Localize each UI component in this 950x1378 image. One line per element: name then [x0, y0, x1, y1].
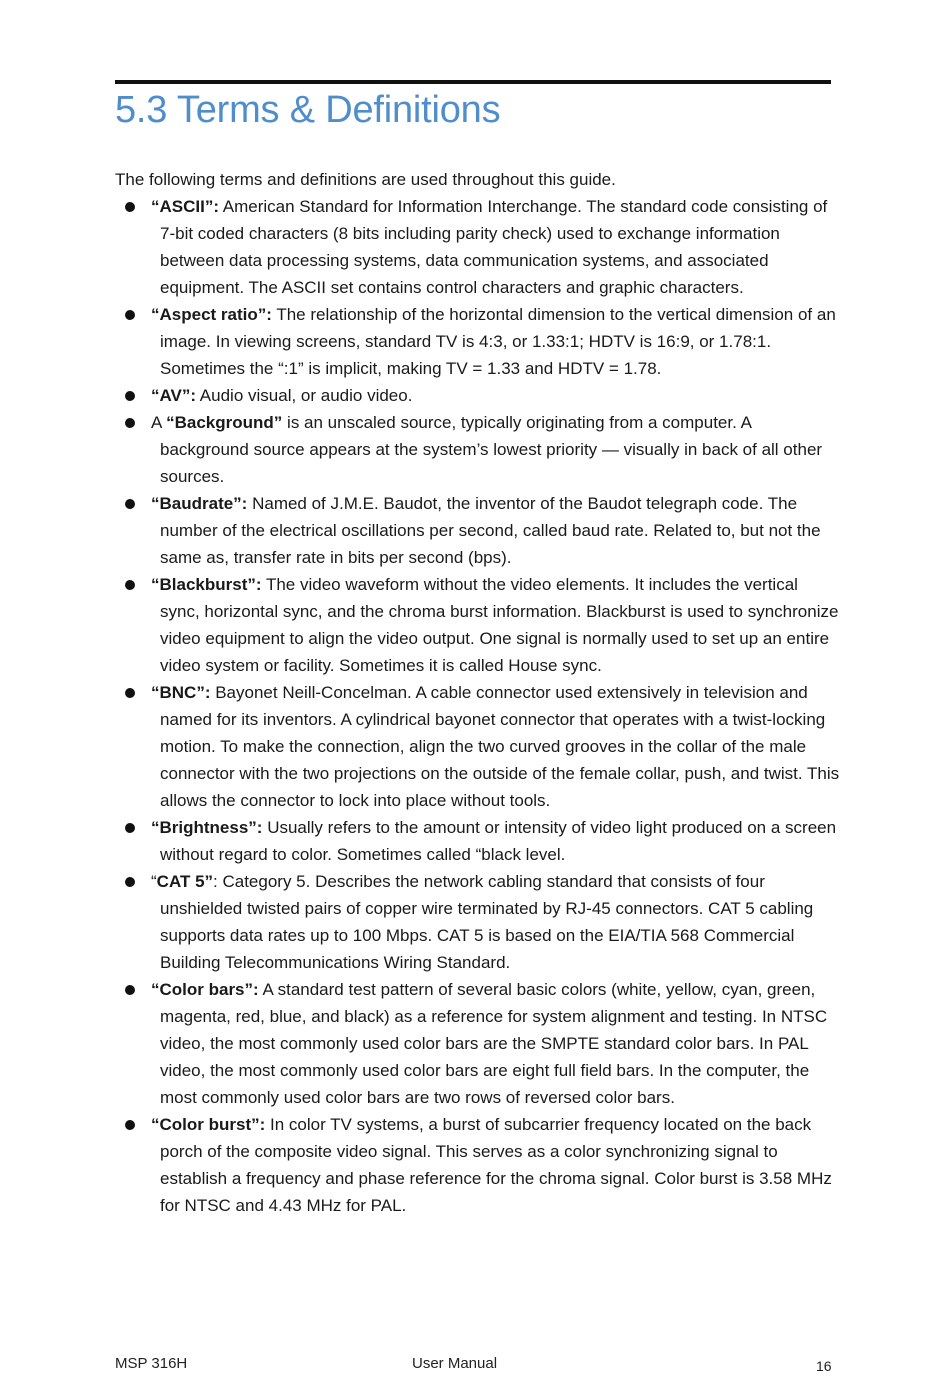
term-av — [115, 382, 840, 409]
term-definition: Usually refers to the amount or intensity of video light produced on a screen without regard to color. Sometimes called “black level. — [160, 818, 837, 864]
bullet-icon — [125, 391, 135, 401]
term-blackburst — [115, 571, 840, 679]
terms-list — [115, 193, 840, 1219]
term-name: “BNC”: — [151, 683, 211, 702]
bullet-icon — [125, 580, 135, 590]
term-name: CAT 5 — [156, 872, 205, 891]
term-color-burst — [115, 1111, 840, 1219]
term-name: “Color bars”: — [151, 980, 259, 999]
term-definition: : Category 5. Describes the network cabling standard that consists of four unshielded twisted pairs of copper wire terminated by RJ-45 connectors. CAT 5 cabling supports data rates up to 100 Mbps. CAT 5 is based on the EIA/TIA 568 Commercial Building Telecommunications Wiring Standard. — [160, 872, 814, 972]
title-rule — [115, 80, 831, 84]
term-name: “Blackburst”: — [151, 575, 262, 594]
intro-paragraph: The following terms and definitions are used throughout this guide. — [115, 170, 616, 189]
term-aspect-ratio — [115, 301, 840, 382]
bullet-icon — [125, 202, 135, 212]
term-name: “Background” — [166, 413, 283, 432]
bullet-icon — [125, 418, 135, 428]
term-definition: The relationship of the horizontal dimension to the vertical dimension of an image. In viewing screens, standard TV is 4:3, or 1.33:1; HDTV is 16:9, or 1.78:1. Sometimes the “:1” is implicit, making TV = 1.33 and HDTV = 1.78. — [160, 305, 836, 378]
bullet-icon — [125, 985, 135, 995]
term-name: “Color burst”: — [151, 1115, 266, 1134]
bullet-icon — [125, 877, 135, 887]
term-color-bars — [115, 976, 840, 1111]
term-definition: American Standard for Information Interchange. The standard code consisting of 7-bit coded characters (8 bits including parity check) used to exchange information between data processing systems, data communication systems, and associated equipment. The ASCII set contains control characters and graphic characters. — [160, 197, 828, 297]
term-bnc — [115, 679, 840, 814]
term-definition: A standard test pattern of several basic colors (white, yellow, cyan, green, magenta, red, blue, and black) as a reference for system alignment and testing. In NTSC video, the most commonly used color bars are the SMPTE standard color bars. In PAL video, the most commonly used color bars are eight full field bars. In the computer, the most commonly used color bars are two rows of reversed color bars. — [160, 980, 828, 1107]
bullet-icon — [125, 499, 135, 509]
term-definition: is an unscaled source, typically originating from a computer. A background source appears at the system’s lowest priority — visually in back of all other sources. — [160, 413, 823, 486]
bullet-icon — [125, 310, 135, 320]
term-name: “ASCII”: — [151, 197, 219, 216]
bullet-icon — [125, 823, 135, 833]
term-definition: Named of J.M.E. Baudot, the inventor of the Baudot telegraph code. The number of the electrical oscillations per second, called baud rate. Related to, but not the same as, transfer rate in bits per second (bps). — [160, 494, 821, 567]
term-definition: Bayonet Neill-Concelman. A cable connector used extensively in television and named for its inventors. A cylindrical bayonet connector that operates with a twist-locking motion. To make the connection, align the two curved grooves in the collar of the male connector with the two projections on the outside of the female collar, push, and twist. This allows the connector to lock into place without tools. — [160, 683, 840, 810]
term-name: “AV”: — [151, 386, 197, 405]
term-definition: In color TV systems, a burst of subcarrier frequency located on the back porch of the composite video signal. This serves as a color synchronizing signal to establish a frequency and phase reference for the chroma signal. Color burst is 3.58 MHz for NTSC and 4.43 MHz for PAL. — [160, 1115, 832, 1215]
term-background: A “Background” is an unscaled source, typically originating from a computer. A background source appears at the system’s lowest priority — visually in back of all other sources. — [115, 409, 840, 490]
term-name: “Baudrate”: — [151, 494, 248, 513]
footer-doc-title: User Manual — [412, 1355, 498, 1372]
term-name: “Aspect ratio”: — [151, 305, 272, 324]
page-title: 5.3 Terms & Definitions — [115, 89, 501, 131]
term-brightness — [115, 814, 840, 868]
bullet-icon — [125, 1120, 135, 1130]
term-name: “Brightness”: — [151, 818, 263, 837]
term-definition: Audio visual, or audio video. — [196, 386, 413, 405]
bullet-icon — [125, 688, 135, 698]
term-cat5: “CAT 5”: Category 5. Describes the network cabling standard that consists of four unshielded twisted pairs of copper wire terminated by RJ-45 connectors. CAT 5 cabling supports data rates up to 100 Mbps. CAT 5 is based on the EIA/TIA 568 Commercial Building Telecommunications Wiring Standard. — [115, 868, 840, 976]
term-ascii — [115, 193, 840, 301]
term-definition: The video waveform without the video elements. It includes the vertical sync, horizontal sync, and the chroma burst information. Blackburst is used to synchronize video equipment to align the video output. One signal is normally used to set up an entire video system or facility. Sometimes it is called House sync. — [160, 575, 839, 675]
term-baudrate — [115, 490, 840, 571]
page-number: 16 — [816, 1358, 832, 1374]
footer-product: MSP 316H — [115, 1355, 188, 1372]
